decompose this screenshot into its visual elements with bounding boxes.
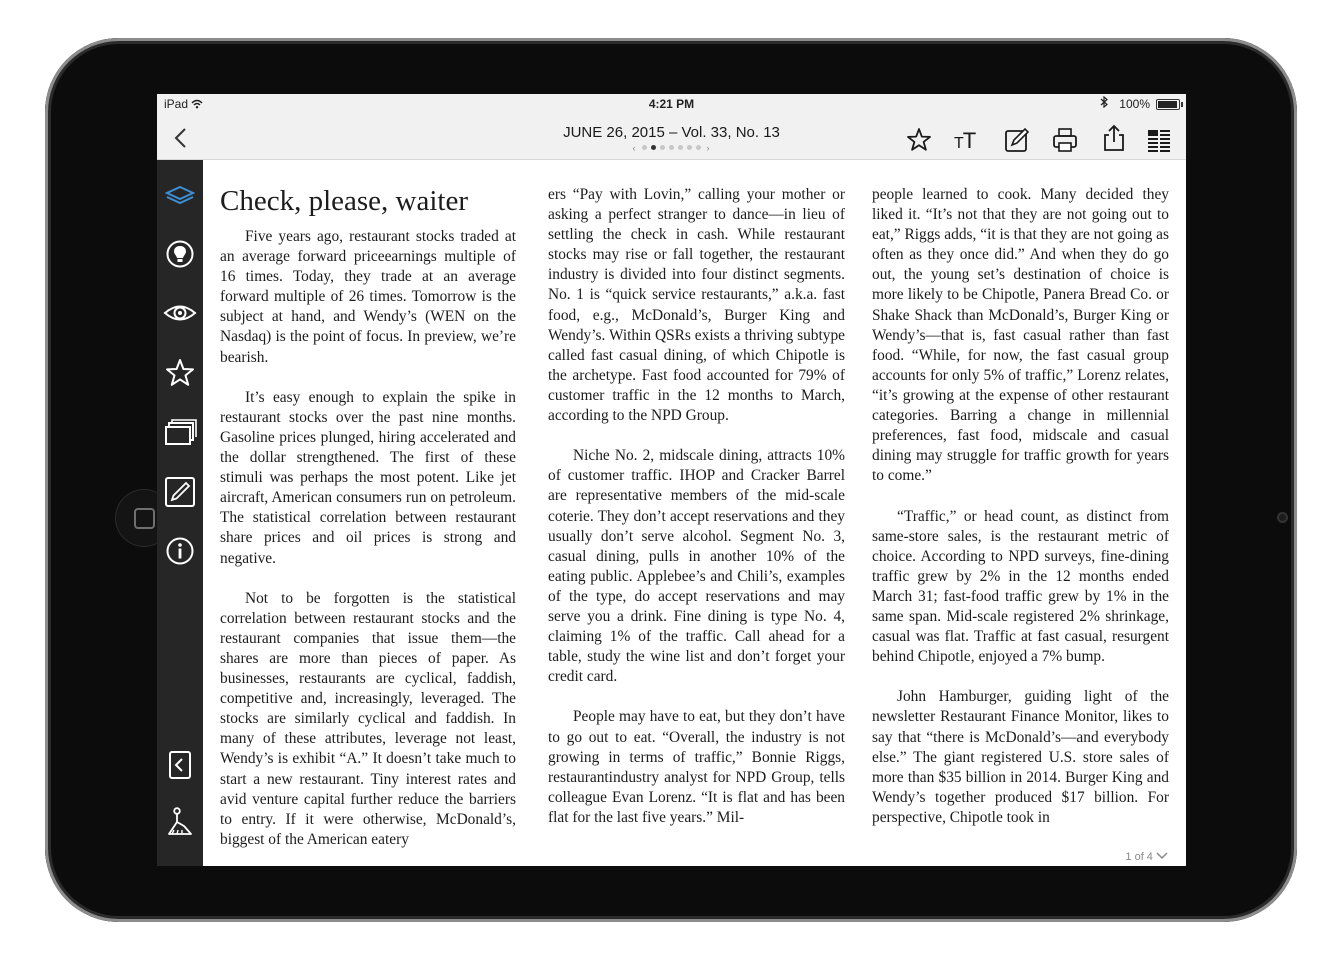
- page-dot: [660, 145, 665, 150]
- folders-icon: [163, 415, 197, 449]
- page-dots[interactable]: [157, 143, 1186, 153]
- front-camera: [1277, 512, 1288, 523]
- paragraph: people learned to cook. Many decided they liked it. “It’s not that they are not going out to eat,” Riggs adds, “it is that they are not going as often as they once did.” And when they do go out, the young set’s destination of choice is more likely to be Chipotle, Panera Bread Co. or Shake Shack than McDonald’s, Burger King or Wendy’s—that is, fast casual rather than fast food. “While, for now, the fast casual group accounts for only 5% of traffic,” Lorenz relates, “it’s growing at the expense of other restaurant categories. Barring a change in millennial preferences, fast food, midscale and casual dining may struggle for traffic growth for years to come.”: [872, 186, 1169, 485]
- text-size-button[interactable]: [954, 126, 982, 154]
- text-size-icon: TT: [954, 128, 976, 153]
- annotate-button[interactable]: [1003, 126, 1031, 154]
- page-dot: [696, 145, 701, 150]
- page-prev-icon[interactable]: ‹: [632, 143, 637, 153]
- page-dot: [678, 145, 683, 150]
- battery-icon: [1156, 99, 1180, 110]
- paragraph: ers “Pay with Lovin,” calling your mother or asking a perfect stranger to dance—in lieu of settling the check in cash. While restaurant stocks may rise or fall together, the restaurant industry is divided into four distinct segments. No. 1 is “quick service restaurants,” a.k.a. fast food, e.g., McDonald’s, Burger King and Wendy’s. Within QSRs exists a thriving subtype called fast casual dining, of which Chipotle is the archetype. Fast food accounted for 79% of customer traffic in the 12 months to March, according to the NPD Group.: [548, 186, 845, 425]
- exit-icon: [163, 748, 197, 782]
- sidebar-item-favorites[interactable]: [163, 356, 197, 390]
- article-column-2: [548, 185, 845, 848]
- paragraph: Five years ago, restaurant stocks traded at an average forward priceearnings multiple of 16 times. Today, they trade at an average forward multiple of 26 times. Tomorrow is the subject at hand, and Wendy’s (WEN on the Nasdaq) is the point of focus. In preview, we’re bearish.: [220, 228, 516, 366]
- layout-button[interactable]: [1145, 126, 1173, 154]
- layers-icon: [163, 178, 197, 212]
- paragraph: “Traffic,” or head count, as distinct from same-store sales, is the restaurant metric of choice. According to NPD surveys, fine-dining traffic grew by 2% in the 12 months ended March 31; fast-food traffic grew by 1% in the same span. Mid-scale registered 2% shrinkage, casual was flat. Traffic at fast casual, resurgent behind Chipotle, enjoyed a 7% bump.: [872, 507, 1169, 666]
- status-bar: [157, 94, 1186, 114]
- article-column-3: [872, 185, 1169, 848]
- columns-icon: [1145, 126, 1173, 154]
- sidebar-item-info[interactable]: [163, 534, 197, 568]
- sidebar-item-exit[interactable]: [163, 748, 197, 782]
- edit-icon: [1003, 126, 1031, 154]
- sidebar-item-archive[interactable]: [163, 415, 197, 449]
- sidebar: [157, 160, 203, 866]
- screen: [157, 94, 1186, 866]
- status-time: 4:21 PM: [648, 97, 695, 111]
- paragraph: Not to be forgotten is the statistical correlation between restaurant stocks and the restaurant companies that issue them—the shares are more than pieces of paper. As businesses, restaurants are cyclical, faddish, competitive and, increasingly, leveraged. The stocks are similarly cyclical and faddish. In many of these attributes, leverage not least, Wendy’s is exhibit “A.” It doesn’t take much to start a new restaurant. Tiny interest rates and avid venture capital further reduce the barriers to entry. If it were otherwise, McDonald’s, biggest of the American eatery: [220, 589, 516, 848]
- article: [203, 160, 1186, 866]
- article-headline: Check, please, waiter: [220, 185, 469, 217]
- cleanup-icon: [163, 805, 197, 839]
- lightbulb-icon: [163, 237, 197, 271]
- pencil-icon: [163, 475, 197, 509]
- nav-bar: [157, 114, 1186, 160]
- favorite-button[interactable]: [905, 126, 933, 154]
- issue-title: JUNE 26, 2015 – Vol. 33, No. 13: [563, 124, 780, 141]
- print-icon: [1051, 126, 1079, 154]
- sidebar-item-notes[interactable]: [163, 475, 197, 509]
- home-button-icon: [134, 508, 155, 529]
- bluetooth-icon: [1100, 96, 1108, 111]
- share-button[interactable]: [1100, 124, 1128, 152]
- sidebar-item-layers[interactable]: [163, 178, 197, 212]
- battery-percent: 100%: [1119, 97, 1150, 111]
- page-next-icon[interactable]: ›: [706, 143, 711, 153]
- star-icon: [163, 356, 197, 390]
- share-icon: [1100, 124, 1128, 152]
- page-dot: [669, 145, 674, 150]
- page-indicator-label: 1 of 4: [1125, 851, 1153, 863]
- article-column-1: [220, 185, 516, 866]
- sidebar-item-cleanup[interactable]: [163, 805, 197, 839]
- paragraph: People may have to eat, but they don’t have to go out to eat. “Overall, the industry is not growing in terms of traffic,” Bonnie Riggs, restaurantindustry analyst for NPD Group, tells colleague Evan Lorenz. “It is flat and has been flat for the last five years.” Mil-: [548, 708, 845, 826]
- page-dot-active: [651, 145, 656, 150]
- sidebar-item-ideas[interactable]: [163, 237, 197, 271]
- info-icon: [163, 534, 197, 568]
- page-dot: [687, 145, 692, 150]
- print-button[interactable]: [1051, 126, 1079, 154]
- paragraph: It’s easy enough to explain the spike in restaurant stocks over the past nine months. Gasoline prices plunged, hiring accelerated and the dollar strengthened. The first of these stimuli was perhaps the most potent. Like jet aircraft, American consumers run on petroleum. The statistical correlation between restaurant share prices and oil prices is strong and negative.: [220, 388, 516, 567]
- paragraph: John Hamburger, guiding light of the newsletter Restaurant Finance Monitor, likes to say that “there is McDonald’s—and everybody else.” The giant registered U.S. store sales of more than $35 billion in 2014. Burger King and Wendy’s together produced $17 billion. For perspective, Chipotle took in: [872, 688, 1169, 826]
- chevron-down-icon: [1156, 852, 1168, 860]
- device-name: iPad: [164, 97, 189, 111]
- star-icon: [905, 126, 933, 154]
- sidebar-item-view[interactable]: [163, 296, 197, 330]
- paragraph: Niche No. 2, midscale dining, attracts 10% of customer traffic. IHOP and Cracker Barrel are representative members of the mid-scale coterie. They don’t accept reservations and they usually don’t serve alcohol. Segment No. 3, casual dining, pulls in another 10% of the eating public. Applebee’s and Chili’s, examples of the type, do accept reservations and may serve you a drink. Fine dining is type No. 4, claiming 1% of the traffic. Call ahead for a table, study the wine list and don’t forget your credit card.: [548, 447, 845, 686]
- page-dot: [642, 145, 647, 150]
- page-indicator[interactable]: [1125, 851, 1168, 863]
- eye-icon: [163, 296, 197, 330]
